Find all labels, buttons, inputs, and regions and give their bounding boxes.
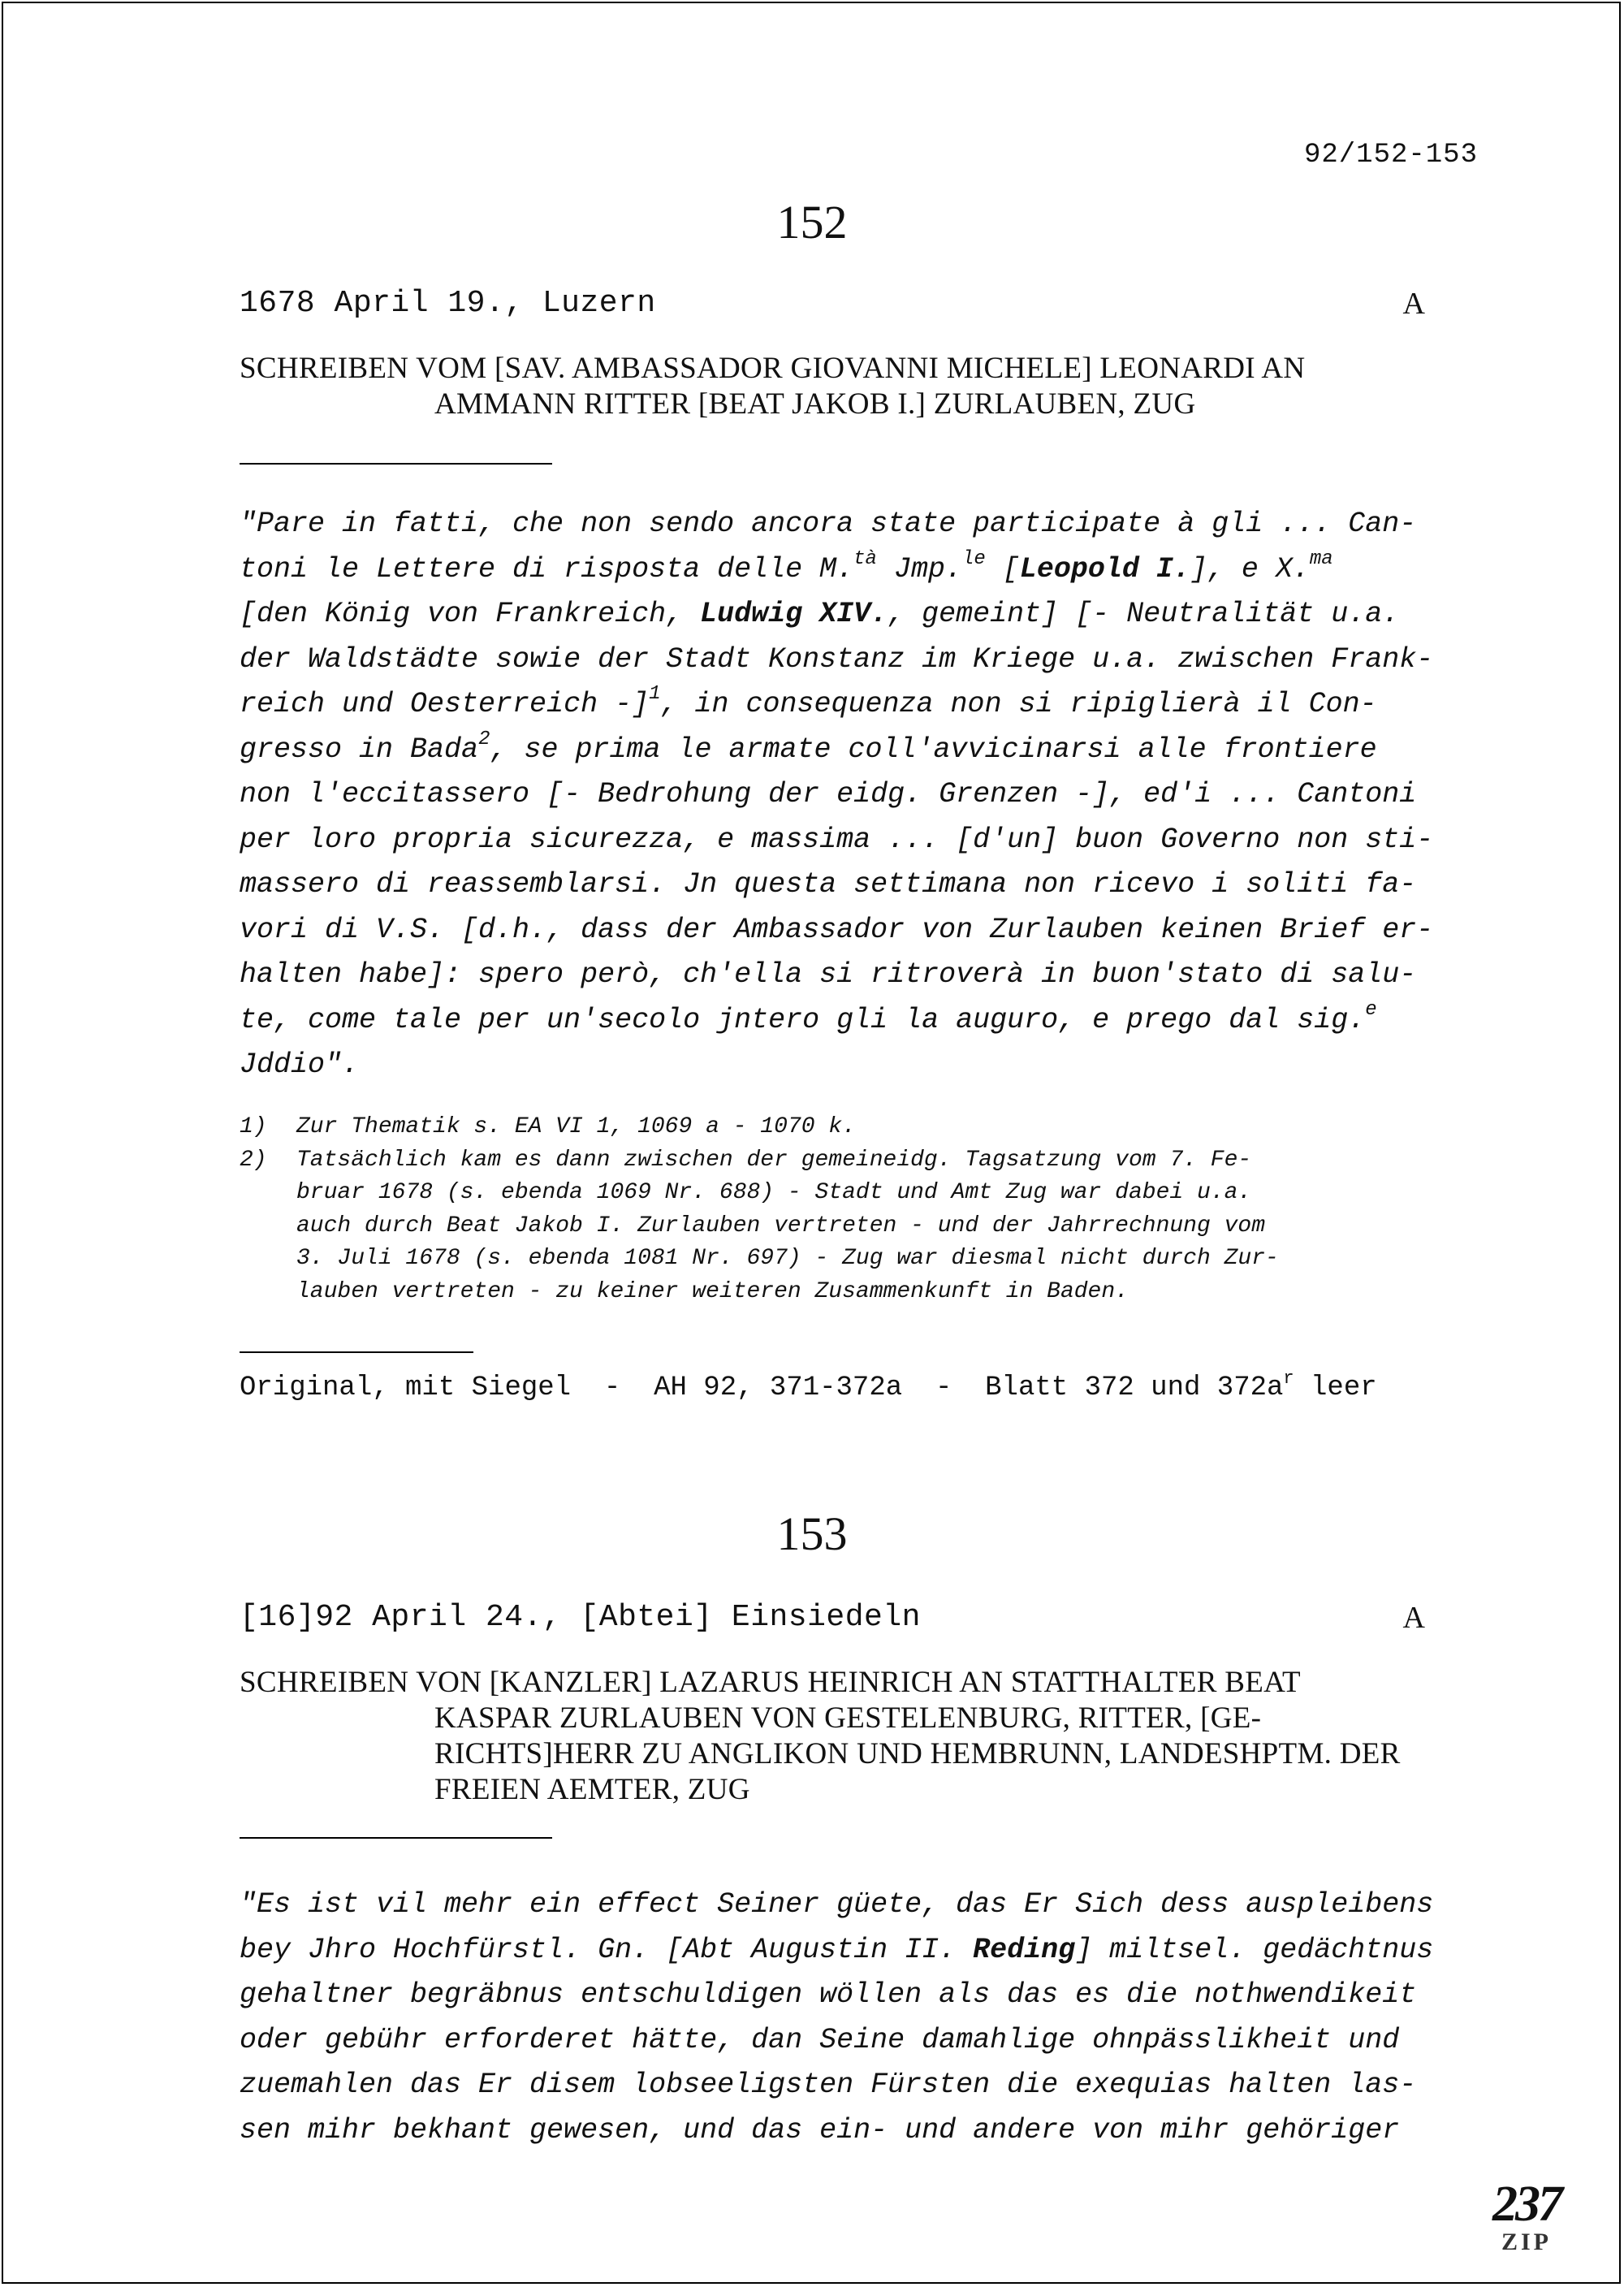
footnote-line: lauben vertreten - zu keiner weiteren Zusammenkunft in Baden. [296, 1278, 1129, 1304]
quote-152-fragment: , gemeint] [- Neutralität u.a. [888, 598, 1400, 630]
handwritten-sheet-number [1478, 2178, 1575, 2255]
quote-153-line: zuemahlen das Er disem lobseeligsten Fürsten die exequias halten las- [240, 2069, 1417, 2101]
footnote-text [296, 1144, 1279, 1309]
footnote-line: bruar 1678 (s. ebenda 1069 Nr. 688) - Stadt und Amt Zug war dabei u.a. [296, 1180, 1252, 1205]
superscript: le [961, 547, 986, 570]
quote-152 [240, 502, 1482, 1088]
sheet-number-sub: ZIP [1501, 2229, 1552, 2255]
quote-152-line: non l'eccitassero [- Bedrohung der eidg. Grenzen -], ed'i ... Cantoni [240, 778, 1417, 811]
quote-152-fragment: , se prima le armate coll'avvicinarsi alle frontiere [490, 733, 1377, 766]
quote-152-line: toni le Lettere di risposta delle M. [240, 552, 854, 586]
superscript: r [1283, 1368, 1294, 1389]
superscript: e [1365, 998, 1377, 1021]
quote-152-line: gresso in Bada [240, 733, 479, 766]
heading-153-line1: SCHREIBEN VON [KANZLER] LAZARUS HEINRICH AN STATTHALTER BEAT [240, 1666, 1301, 1699]
source-text: leer [1294, 1373, 1377, 1403]
quote-153-line: gehaltner begräbnus entschuldigen wöllen als das es die nothwendikeit [240, 1978, 1417, 2011]
grade-152: A [1402, 287, 1425, 321]
heading-153 [240, 1665, 1506, 1808]
divider-152 [240, 463, 552, 465]
quote-153-line: oder gebühr erforderet hätte, dan Seine damahlige ohnpässlikheit und [240, 2023, 1400, 2056]
divider-153 [240, 1837, 552, 1839]
grade-153: A [1402, 1601, 1425, 1635]
quote-152-line: halten habe]: spero però, ch'ella si ritroverà in buon'stato di salu- [240, 958, 1417, 991]
heading-153-line4: FREIEN AEMTER, ZUG [434, 1773, 750, 1806]
date-place-153: [16]92 April 24., [Abtei] Einsiedeln [240, 1600, 921, 1635]
quote-152-fragment: Jmp. [876, 552, 962, 586]
divider-152-source [240, 1351, 473, 1353]
quote-152-fragment: , in consequenza non si ripiglierà il Con- [660, 688, 1377, 720]
quote-153-line: sen mihr bekhant gewesen, und das ein- und andere von mihr gehöriger [240, 2113, 1400, 2146]
footnotes-152 [240, 1111, 1490, 1308]
quote-153 [240, 1883, 1482, 2153]
heading-153-line2: KASPAR ZURLAUBEN VON GESTELENBURG, RITTER, [GE- [434, 1701, 1262, 1735]
quote-152-line: reich und Oesterreich -] [240, 688, 650, 720]
heading-152-line2: AMMANN RITTER [BEAT JAKOB I.] ZURLAUBEN, ZUG [434, 387, 1196, 421]
source-note-152 [240, 1368, 1377, 1403]
footnote-number: 1) [240, 1114, 267, 1139]
document-number-153: 153 [776, 1507, 848, 1560]
heading-152 [240, 351, 1506, 422]
quote-152-fragment: [ [1002, 552, 1020, 586]
footnote-ref-1: 1 [649, 683, 661, 705]
heading-152-line1: SCHREIBEN VOM [SAV. AMBASSADOR GIOVANNI MICHELE] LEONARDI AN [240, 352, 1306, 385]
footnote-2 [240, 1144, 1490, 1309]
superscript: tà [853, 547, 877, 570]
abbot-name: Reding [973, 1933, 1076, 1966]
footnote-1 [240, 1111, 1490, 1144]
quote-153-fragment: ] miltsel. gedächtnus [1075, 1933, 1434, 1966]
quote-152-line: der Waldstädte sowie der Stadt Konstanz im Kriege u.a. zwischen Frank- [240, 642, 1434, 676]
quote-152-line: [den König von Frankreich, [240, 598, 701, 630]
footnote-line: 3. Juli 1678 (s. ebenda 1081 Nr. 697) - Zug war diesmal nicht durch Zur- [296, 1246, 1279, 1271]
footnote-line: Tatsächlich kam es dann zwischen der gemeineidg. Tagsatzung vom 7. Fe- [296, 1147, 1252, 1173]
footnote-line: auch durch Beat Jakob I. Zurlauben vertreten - und der Jahrrechnung vom [296, 1213, 1265, 1239]
king-name: Ludwig XIV. [700, 598, 888, 630]
quote-152-line: vori di V.S. [d.h., dass der Ambassador von Zurlauben keinen Brief er- [240, 913, 1434, 946]
emperor-name: Leopold I. [1019, 552, 1190, 586]
quote-153-line: "Es ist vil mehr ein effect Seiner güete, das Er Sich dess auspleibens [240, 1888, 1434, 1921]
superscript: ma [1309, 547, 1333, 570]
source-text: Original, mit Siegel - AH 92, 371-372a - Blatt 372 und 372a [240, 1373, 1284, 1403]
quote-152-line: per loro propria sicurezza, e massima ... [d'un] buon Governo non sti- [240, 823, 1434, 856]
document-number-152: 152 [776, 196, 848, 249]
footnote-text: Zur Thematik s. EA VI 1, 1069 a - 1070 k. [296, 1114, 856, 1139]
heading-153-line3: RICHTS]HERR ZU ANGLIKON UND HEMBRUNN, LANDESHPTM. DER [434, 1737, 1401, 1770]
sheet-number-main: 237 [1492, 2177, 1561, 2232]
footnote-number: 2) [240, 1147, 267, 1173]
footnote-ref-2: 2 [478, 728, 490, 750]
date-place-152: 1678 April 19., Luzern [240, 286, 656, 321]
quote-152-line: massero di reassemblarsi. Jn questa settimana non ricevo i soliti fa- [240, 868, 1417, 901]
quote-153-fragment: bey Jhro Hochfürstl. Gn. [Abt Augustin II. [240, 1933, 974, 1966]
quote-152-line: "Pare in fatti, che non sendo ancora state participate à gli ... Can- [240, 508, 1417, 540]
quote-152-line: te, come tale per un'secolo jntero gli la auguro, e prego dal sig. [240, 1003, 1366, 1036]
quote-152-fragment: ], e X. [1190, 552, 1310, 586]
quote-152-line: Jddio". [240, 1048, 360, 1081]
archive-reference: 92/152-153 [1303, 140, 1478, 171]
